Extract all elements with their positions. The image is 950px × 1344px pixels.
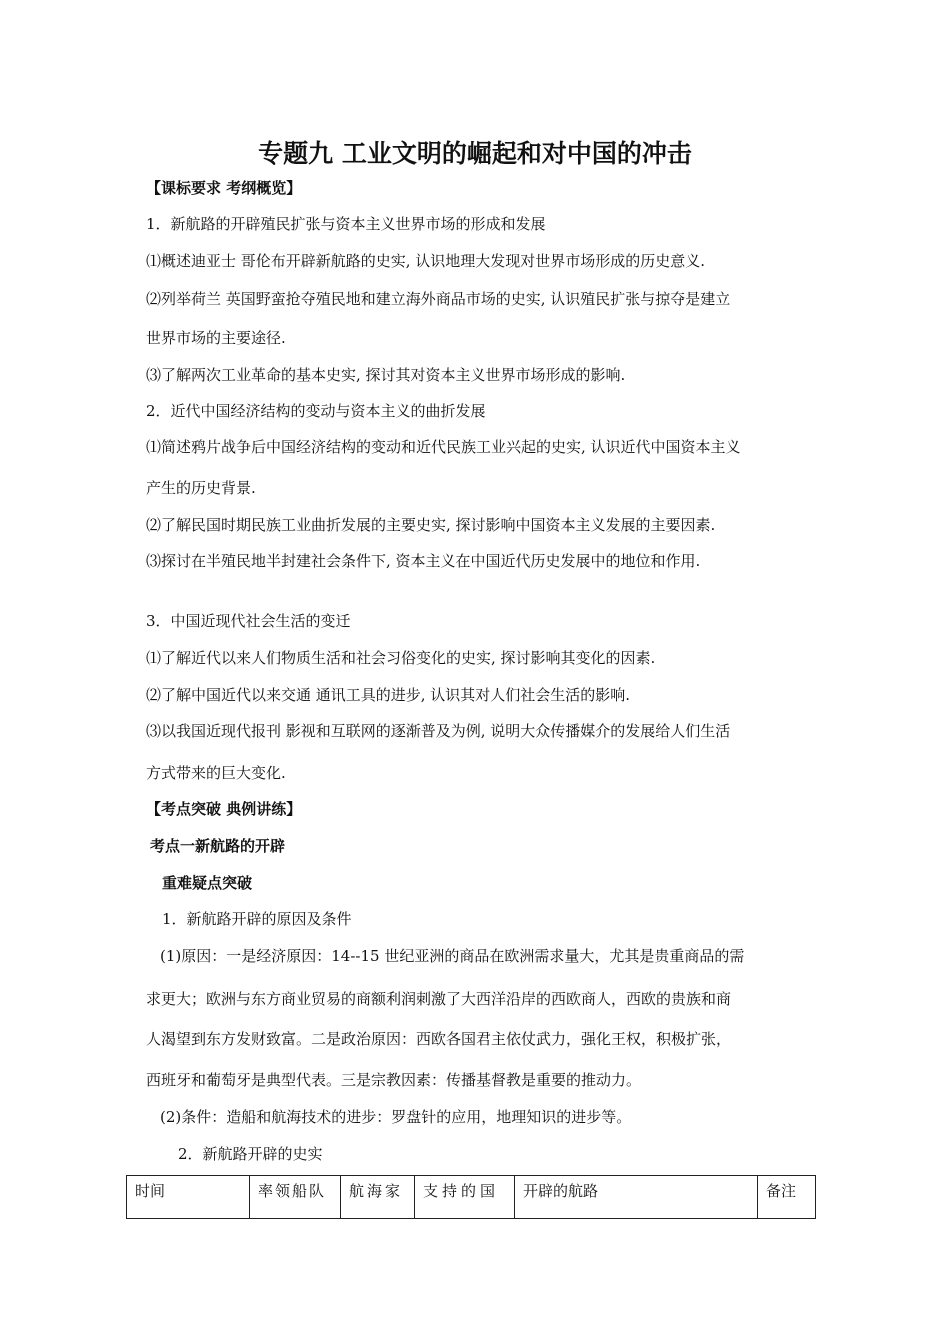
table-header-cell: 航海家 xyxy=(341,1176,415,1219)
outline-item: ⑴简述鸦片战争后中国经济结构的变动和近代民族工业兴起的史实, 认识近代中国资本主义 xyxy=(146,438,741,456)
outline-item: 世界市场的主要途径. xyxy=(146,329,286,347)
body-paragraph: 西班牙和葡萄牙是典型代表。三是宗教因素：传播基督教是重要的推动力。 xyxy=(146,1071,642,1089)
outline-item: 产生的历史背景. xyxy=(146,479,256,497)
outline-item: ⑵列举荷兰 英国野蛮抢夺殖民地和建立海外商品市场的史实, 认识殖民扩张与掠夺是建立 xyxy=(146,290,731,308)
outline-item: ⑴了解近代以来人们物质生活和社会习俗变化的史实, 探讨影响其变化的因素. xyxy=(146,649,656,667)
outline-item: 方式带来的巨大变化. xyxy=(146,764,286,782)
outline-item: 2．近代中国经济结构的变动与资本主义的曲折发展 xyxy=(146,402,486,420)
body-paragraph: (2)条件：造船和航海技术的进步：罗盘针的应用，地理知识的进步等。 xyxy=(160,1108,632,1126)
history-table xyxy=(126,1175,816,1219)
body-paragraph: 1．新航路开辟的原因及条件 xyxy=(162,910,352,928)
outline-item: 3．中国近现代社会生活的变迁 xyxy=(146,612,351,630)
topic-heading: 考点一新航路的开辟 xyxy=(150,837,286,855)
outline-item: ⑵了解民国时期民族工业曲折发展的主要史实, 探讨影响中国资本主义发展的主要因素. xyxy=(146,516,716,534)
outline-item: ⑶探讨在半殖民地半封建社会条件下, 资本主义在中国近代历史发展中的地位和作用. xyxy=(146,552,701,570)
body-paragraph: 人渴望到东方发财致富。二是政治原因：西欧各国君主依仗武力，强化王权，积极扩张， xyxy=(146,1030,732,1048)
body-paragraph: (1)原因：一是经济原因：14--15 世纪亚洲的商品在欧洲需求量大，尤其是贵重商品的需 xyxy=(160,947,745,965)
table-header-cell: 率领船队 xyxy=(250,1176,341,1219)
section-header-requirements: 【课标要求 考纲概览】 xyxy=(146,179,302,197)
table-header-row xyxy=(127,1176,816,1219)
outline-item: 1．新航路的开辟殖民扩张与资本主义世界市场的形成和发展 xyxy=(146,215,546,233)
body-paragraph: 求更大；欧洲与东方商业贸易的商额利润刺激了大西洋沿岸的西欧商人，西欧的贵族和商 xyxy=(146,990,732,1008)
section-header-practice: 【考点突破 典例讲练】 xyxy=(146,800,302,818)
outline-item: ⑶了解两次工业革命的基本史实, 探讨其对资本主义世界市场形成的影响. xyxy=(146,366,626,384)
table-header-cell: 备注 xyxy=(758,1176,816,1219)
page-title: 专题九 工业文明的崛起和对中国的冲击 xyxy=(258,139,692,168)
table-header-cell: 开辟的航路 xyxy=(515,1176,758,1219)
body-paragraph: 2．新航路开辟的史实 xyxy=(178,1145,323,1163)
outline-item: ⑶以我国近现代报刊 影视和互联网的逐渐普及为例, 说明大众传播媒介的发展给人们生活 xyxy=(146,722,731,740)
outline-item: ⑴概述迪亚士 哥伦布开辟新航路的史实, 认识地理大发现对世界市场形成的历史意义. xyxy=(146,252,706,270)
table-header-cell: 支持的国 xyxy=(415,1176,515,1219)
subtopic-heading: 重难疑点突破 xyxy=(162,874,253,892)
table-header-cell: 时间 xyxy=(127,1176,250,1219)
outline-item: ⑵了解中国近代以来交通 通讯工具的进步, 认识其对人们社会生活的影响. xyxy=(146,686,631,704)
